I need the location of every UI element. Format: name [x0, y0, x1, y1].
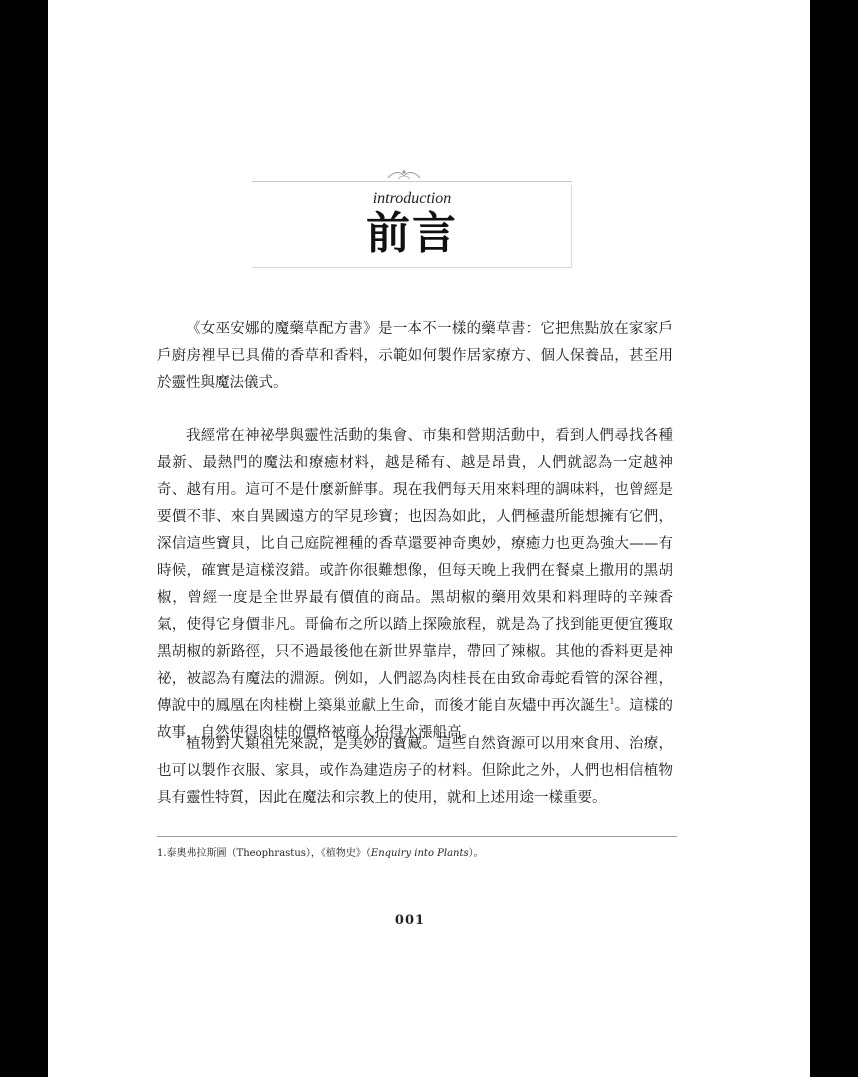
chapter-title: 前言 [366, 208, 458, 259]
footnote [157, 846, 677, 862]
footnote-divider [157, 836, 677, 837]
paragraph-3: 植物對人類祖先來說，是美妙的寶藏。這些自然資源可以用來食用、治療，也可以製作衣服、家具，或作為建造房子的材料。但除此之外，人們也相信植物具有靈性特質，因此在魔法和宗教上的使用，就和上述用途一樣重要。 [157, 736, 673, 806]
paragraph-1: 《女巫安娜的魔藥草配方書》是一本不一樣的藥草書：它把焦點放在家家戶戶廚房裡早已具備的香草和香料，示範如何製作居家療方、個人保養品，甚至用於靈性與魔法儀式。 [157, 321, 673, 391]
footnote-number: 1. [157, 848, 167, 859]
paragraph-2 [157, 423, 673, 747]
header-bottom-rule [252, 267, 572, 268]
footnote-reference[interactable]: 1 [609, 697, 615, 707]
chapter-subtitle: introduction [372, 190, 452, 207]
paragraph-2-text-a: 我經常在神祕學與靈性活動的集會、市集和營期活動中，看到人們尋找各種最新、最熱門的魔法和療癒材料，越是稀有、越是昂貴，人們就認為一定越神奇、越有用。這可不是什麼新鮮事。現在我們每天用來料理的調味料，也曾經是要價不菲、來自異國遠方的罕見珍寶；也因為如此，人們極盡所能想擁有它們，深信這些寶貝，比自己庭院裡種的香草還要神奇奧妙，療癒力也更為強大——有時候，確實是這樣沒錯。或許你很難想像，但每天晚上我們在餐桌上撒用的黑胡椒，曾經一度是全世界最有價值的商品。黑胡椒的藥用效果和料理時的辛辣香氣，使得它身價非凡。哥倫布之所以踏上探險旅程，就是為了找到能更便宜獲取黑胡椒的新路徑，只不過最後他在新世界靠岸，帶回了辣椒。其他的香料更是神祕，被認為有魔法的淵源。例如，人們認為肉桂長在由致命毒蛇看管的深谷裡，傳說中的鳳凰在肉桂樹上築巢並獻上生命，而後才能自灰燼中再次誕生 [157, 428, 673, 714]
footnote-text-b: ）。 [468, 848, 484, 859]
page-number: 001 [394, 913, 426, 928]
header-top-rule [252, 181, 572, 182]
paragraph-2-text-b: 。這樣的故事，自然使得肉桂的價格被商人抬得水漲船高。 [157, 698, 673, 741]
footnote-book-title: Enquiry into Plants [370, 848, 469, 859]
footnote-text-a: 泰奧弗拉斯圖（Theophrastus），《植物史》（ [166, 848, 371, 859]
flourish-ornament-icon [386, 167, 422, 181]
header-side-rule [571, 185, 572, 267]
